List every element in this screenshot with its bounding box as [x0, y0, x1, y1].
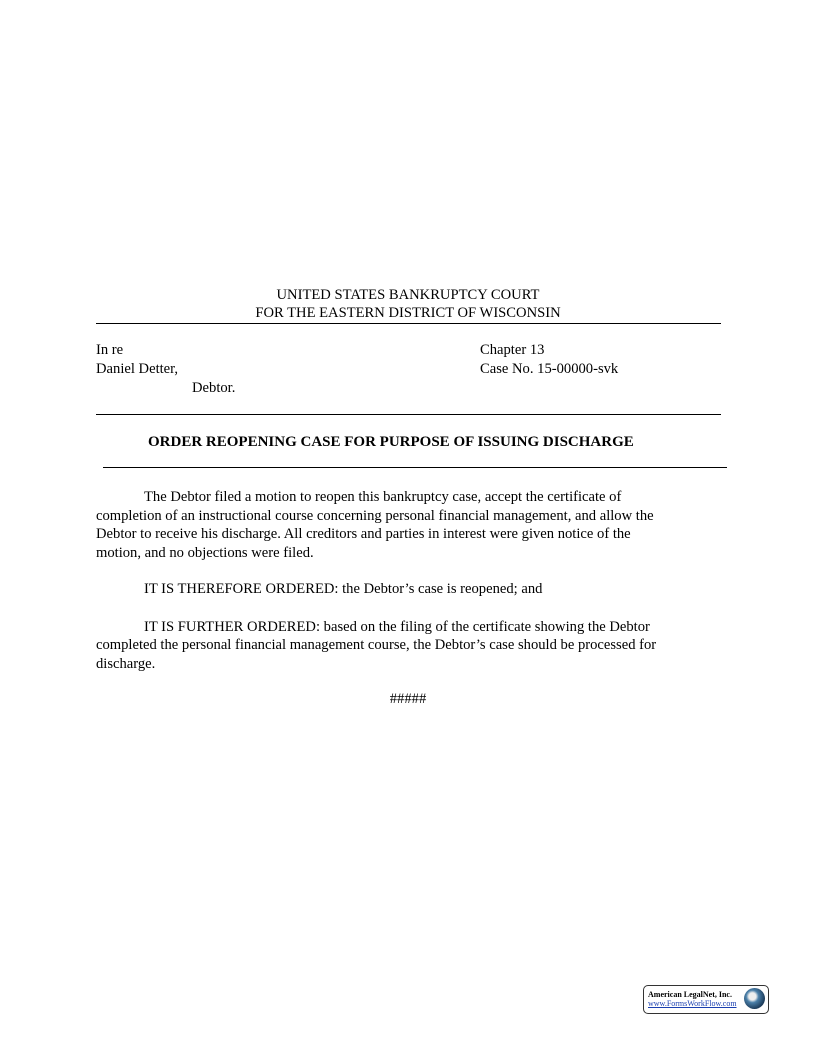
logo-company: American LegalNet, Inc.	[648, 990, 732, 999]
american-legalnet-logo[interactable]	[643, 985, 769, 1014]
logo-url-link[interactable]: www.FormsWorkFlow.com	[648, 999, 737, 1008]
divider	[96, 323, 721, 324]
debtor-label: Debtor.	[192, 380, 236, 396]
text-line: The Debtor filed a motion to reopen this bankruptcy case, accept the certificate of	[144, 489, 622, 505]
divider	[96, 414, 721, 415]
text-line: Debtor to receive his discharge. All creditors and parties in interest were given notice of the	[96, 526, 631, 542]
globe-icon	[744, 988, 765, 1009]
text-line: discharge.	[96, 656, 156, 672]
chapter: Chapter 13	[480, 342, 545, 358]
case-number: Case No. 15-00000-svk	[480, 361, 619, 377]
paragraph-ordered: IT IS THEREFORE ORDERED: the Debtor’s case is reopened; and	[144, 581, 543, 597]
text-line: completion of an instructional course concerning personal financial management, and allow the	[96, 508, 654, 524]
debtor-name: Daniel Detter,	[96, 361, 179, 377]
end-mark: #####	[389, 691, 427, 707]
text-line: motion, and no objections were filed.	[96, 545, 314, 561]
court-district: FOR THE EASTERN DISTRICT OF WISCONSIN	[255, 305, 561, 321]
order-title: ORDER REOPENING CASE FOR PURPOSE OF ISSUING DISCHARGE	[148, 434, 634, 450]
court-name: UNITED STATES BANKRUPTCY COURT	[276, 287, 540, 303]
text-line: IT IS FURTHER ORDERED: based on the filing of the certificate showing the Debtor	[144, 619, 650, 635]
divider	[103, 467, 727, 468]
text-line: completed the personal financial management course, the Debtor’s case should be processed for	[96, 637, 657, 653]
in-re-label: In re	[96, 342, 124, 358]
